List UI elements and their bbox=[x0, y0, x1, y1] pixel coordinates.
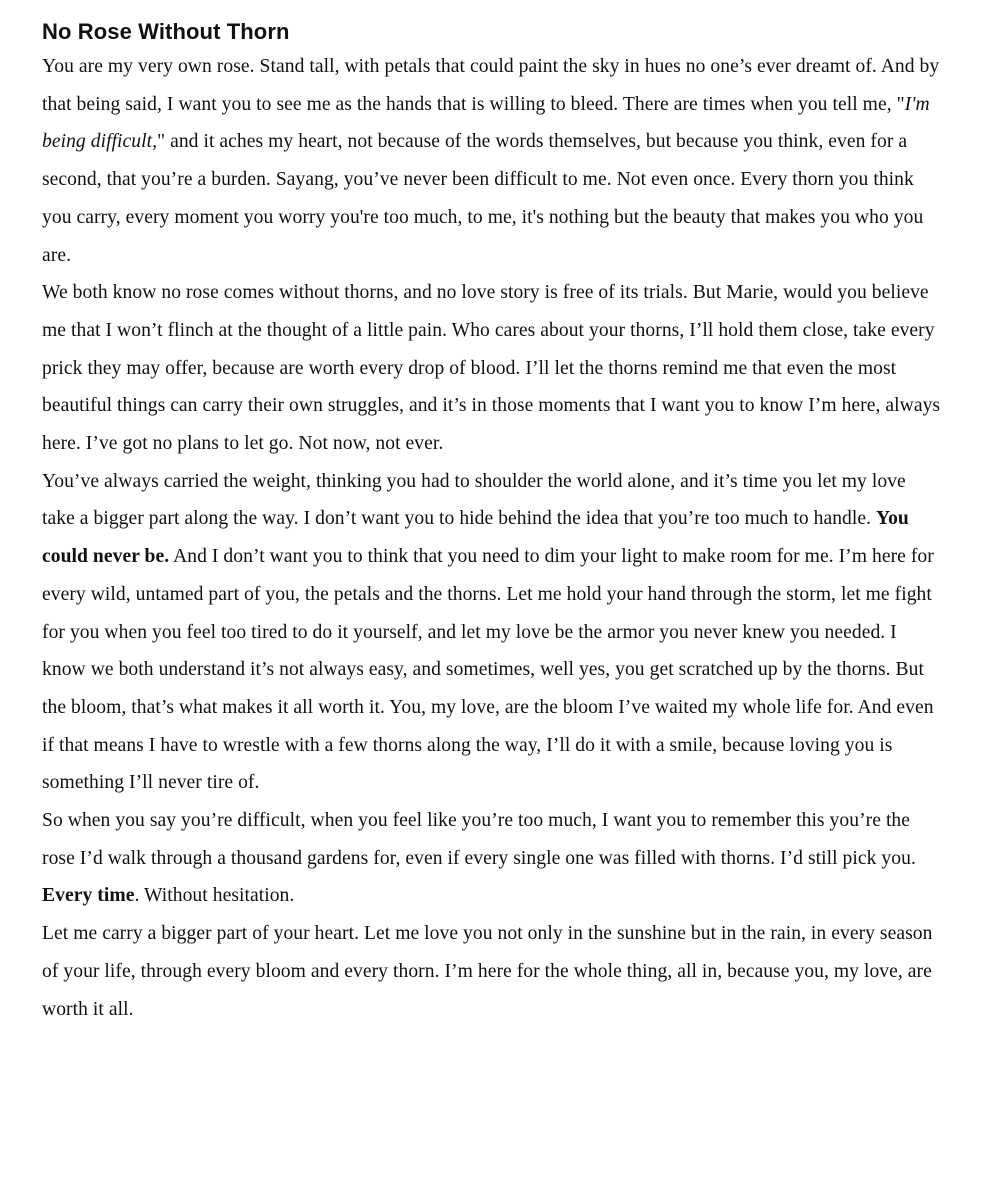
paragraph-3-bold-phrase: You could never be. bbox=[42, 508, 909, 568]
paragraph-5: Let me carry a bigger part of your heart. Let me love you not only in the sunshine but in the rain, in every season of your life, through every bloom and every thorn. I’m here for the whole thing, all in, because you, my love, are worth it all. bbox=[42, 923, 933, 1020]
paragraph-4-text-c: . Without hesitation. bbox=[134, 885, 295, 907]
paragraph-3-text-a: You’ve always carried the weight, thinking you had to shoulder the world alone, and it’s time you let my love take a bigger part along the way. I don’t want you to hide behind the idea that you’re too much to handle. bbox=[42, 470, 906, 530]
paragraph-1 bbox=[42, 48, 942, 274]
document-page bbox=[42, 18, 942, 1028]
paragraph-4 bbox=[42, 802, 942, 915]
paragraph-3 bbox=[42, 463, 942, 802]
document-title: No Rose Without Thorn bbox=[42, 19, 290, 44]
paragraph-3-text-c: And I don’t want you to think that you need to dim your light to make room for me. I’m here for every wild, untamed part of you, the petals and the thorns. Let me hold your hand through the storm, let me fight for you when you feel too tired to do it yourself, and let my love be the armor you never knew you needed. I know we both understand it’s not always easy, and sometimes, well yes, you get scratched up by the thorns. But the bloom, that’s what makes it all worth it. You, my love, are the bloom I’ve waited my whole life for. And even if that means I have to wrestle with a few thorns along the way, I’ll do it with a smile, because loving you is something I’ll never tire of. bbox=[42, 546, 934, 794]
paragraph-4-text-a: So when you say you’re difficult, when you feel like you’re too much, I want you to remember this you’re the rose I’d walk through a thousand gardens for, even if every single one was filled with thorns. I’d still pick you. bbox=[42, 810, 916, 869]
paragraph-4-bold-phrase: Every time bbox=[42, 885, 135, 907]
paragraph-2: We both know no rose comes without thorns, and no love story is free of its trials. But Marie, would you believe me that I won’t flinch at the thought of a little pain. Who cares about your thorns, I’ll hold them close, take every prick they may offer, because are worth every drop of blood. I’ll let the thorns remind me that even the most beautiful things can carry their own struggles, and it’s in those moments that I want you to know I’m here, always here. I’ve got no plans to let go. Not now, not ever. bbox=[42, 282, 941, 455]
paragraph-1-italic-quote: I'm being difficult, bbox=[42, 93, 930, 153]
paragraph-1-text-c: " and it aches my heart, not because of the words themselves, but because you think, even for a second, that you’re a burden. Sayang, you’ve never been difficult to me. Not even once. Every thorn you think you carry, every moment you worry you're too much, to me, it's nothing but the beauty that makes you who you are. bbox=[42, 131, 924, 266]
paragraph-1-text-a: You are my very own rose. Stand tall, with petals that could paint the sky in hues no one’s ever dreamt of. And by that being said, I want you to see me as the hands that is willing to bleed. There are times when you tell me, " bbox=[42, 56, 940, 115]
